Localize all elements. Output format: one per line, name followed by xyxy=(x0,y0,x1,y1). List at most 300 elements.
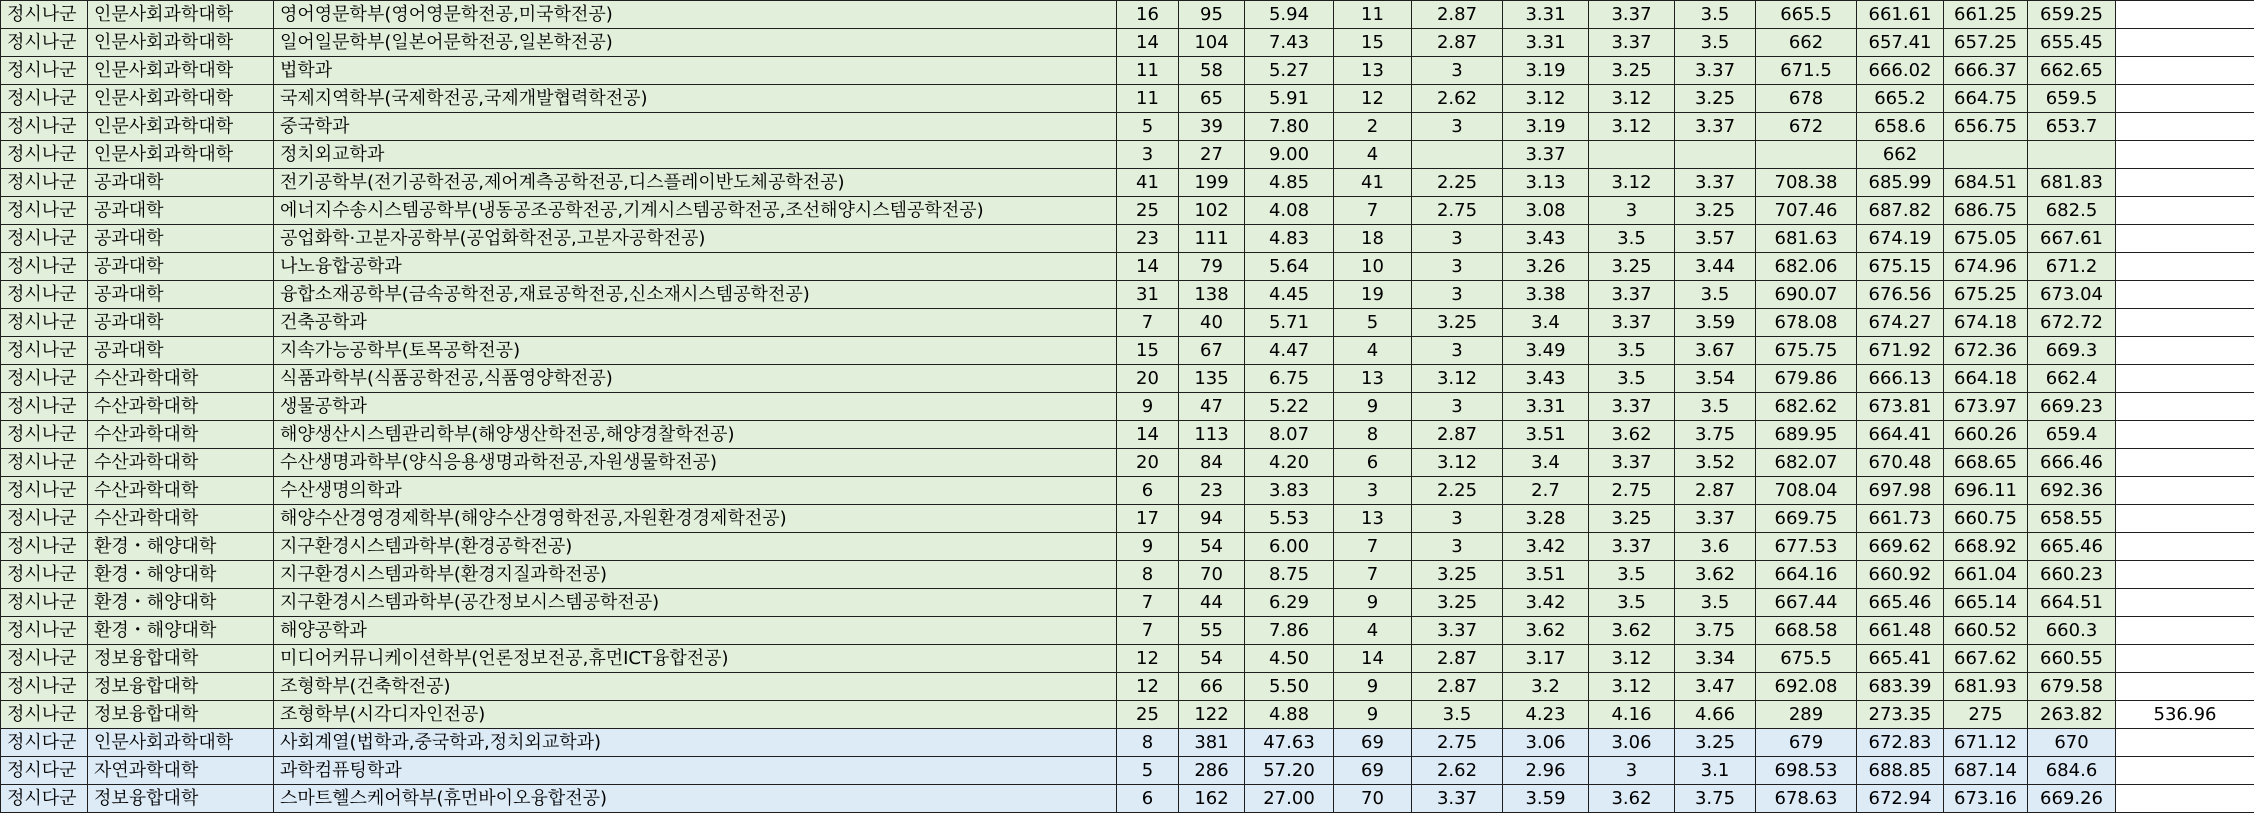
score-value-cell: 670 xyxy=(2028,729,2116,757)
grade-value-cell: 3.37 xyxy=(1675,505,1756,533)
grade-value-cell: 3.37 xyxy=(1589,309,1675,337)
table-row xyxy=(1,141,2254,169)
quota-cell: 3 xyxy=(1117,141,1179,169)
table-row xyxy=(1,533,2254,561)
score-value-cell: 679.58 xyxy=(2028,673,2116,701)
admission-group-cell: 정시나군 xyxy=(1,309,88,337)
grade-value-cell: 3 xyxy=(1412,225,1503,253)
score-value-cell: 686.75 xyxy=(1944,197,2028,225)
grade-value-cell: 3.5 xyxy=(1589,561,1675,589)
grade-value-cell: 3.59 xyxy=(1503,785,1589,813)
college-cell: 수산과학대학 xyxy=(88,421,274,449)
table-row xyxy=(1,253,2254,281)
college-cell: 공과대학 xyxy=(88,169,274,197)
score-value-cell: 661.25 xyxy=(1944,1,2028,29)
extra-score-cell xyxy=(2116,449,2254,477)
major-cell: 해양수산경영경제학부(해양수산경영학전공,자원환경경제학전공) xyxy=(274,505,1117,533)
grade-value-cell: 3.25 xyxy=(1412,589,1503,617)
table-row xyxy=(1,673,2254,701)
grade-value-cell: 3.54 xyxy=(1675,365,1756,393)
score-value-cell: 664.41 xyxy=(1857,421,1944,449)
waitlist-cell: 11 xyxy=(1334,1,1412,29)
extra-score-cell xyxy=(2116,225,2254,253)
score-value-cell xyxy=(1756,141,1857,169)
competition-rate-cell: 4.08 xyxy=(1245,197,1334,225)
major-cell: 수산생명의학과 xyxy=(274,477,1117,505)
waitlist-cell: 9 xyxy=(1334,589,1412,617)
college-cell: 자연과학대학 xyxy=(88,757,274,785)
admission-group-cell: 정시나군 xyxy=(1,561,88,589)
competition-rate-cell: 5.53 xyxy=(1245,505,1334,533)
admission-group-cell: 정시나군 xyxy=(1,85,88,113)
competition-rate-cell: 4.83 xyxy=(1245,225,1334,253)
grade-value-cell: 3.5 xyxy=(1589,589,1675,617)
grade-value-cell: 3.37 xyxy=(1589,281,1675,309)
score-value-cell: 665.41 xyxy=(1857,645,1944,673)
grade-value-cell: 3.12 xyxy=(1412,365,1503,393)
college-cell: 정보융합대학 xyxy=(88,701,274,729)
score-value-cell: 671.12 xyxy=(1944,729,2028,757)
college-cell: 환경・해양대학 xyxy=(88,589,274,617)
score-value-cell: 689.95 xyxy=(1756,421,1857,449)
applicants-cell: 66 xyxy=(1179,673,1245,701)
score-value-cell: 664.75 xyxy=(1944,85,2028,113)
score-value-cell: 657.41 xyxy=(1857,29,1944,57)
score-value-cell: 664.51 xyxy=(2028,589,2116,617)
score-value-cell: 677.53 xyxy=(1756,533,1857,561)
quota-cell: 16 xyxy=(1117,1,1179,29)
competition-rate-cell: 8.07 xyxy=(1245,421,1334,449)
admission-group-cell: 정시다군 xyxy=(1,757,88,785)
score-value-cell: 687.14 xyxy=(1944,757,2028,785)
grade-value-cell: 3.2 xyxy=(1503,673,1589,701)
college-cell: 환경・해양대학 xyxy=(88,533,274,561)
extra-score-cell xyxy=(2116,169,2254,197)
admission-group-cell: 정시나군 xyxy=(1,225,88,253)
score-value-cell: 667.44 xyxy=(1756,589,1857,617)
competition-rate-cell: 4.47 xyxy=(1245,337,1334,365)
quota-cell: 6 xyxy=(1117,785,1179,813)
score-value-cell: 678.63 xyxy=(1756,785,1857,813)
major-cell: 지구환경시스템과학부(환경지질과학전공) xyxy=(274,561,1117,589)
grade-value-cell: 3.62 xyxy=(1589,785,1675,813)
applicants-cell: 122 xyxy=(1179,701,1245,729)
table-row xyxy=(1,365,2254,393)
table-row xyxy=(1,197,2254,225)
score-value-cell: 666.02 xyxy=(1857,57,1944,85)
score-value-cell: 692.08 xyxy=(1756,673,1857,701)
competition-rate-cell: 57.20 xyxy=(1245,757,1334,785)
grade-value-cell: 3.17 xyxy=(1503,645,1589,673)
grade-value-cell: 3.12 xyxy=(1589,169,1675,197)
grade-value-cell: 3.42 xyxy=(1503,533,1589,561)
college-cell: 인문사회과학대학 xyxy=(88,29,274,57)
waitlist-cell: 12 xyxy=(1334,85,1412,113)
college-cell: 공과대학 xyxy=(88,253,274,281)
score-value-cell: 697.98 xyxy=(1857,477,1944,505)
competition-rate-cell: 27.00 xyxy=(1245,785,1334,813)
grade-value-cell: 2.62 xyxy=(1412,85,1503,113)
grade-value-cell: 3 xyxy=(1412,337,1503,365)
score-value-cell: 653.7 xyxy=(2028,113,2116,141)
waitlist-cell: 10 xyxy=(1334,253,1412,281)
major-cell: 국제지역학부(국제학전공,국제개발협력학전공) xyxy=(274,85,1117,113)
competition-rate-cell: 6.75 xyxy=(1245,365,1334,393)
competition-rate-cell: 5.91 xyxy=(1245,85,1334,113)
score-value-cell: 674.18 xyxy=(1944,309,2028,337)
extra-score-cell xyxy=(2116,757,2254,785)
grade-value-cell: 3.19 xyxy=(1503,57,1589,85)
college-cell: 수산과학대학 xyxy=(88,393,274,421)
waitlist-cell: 69 xyxy=(1334,757,1412,785)
score-value-cell: 666.13 xyxy=(1857,365,1944,393)
table-row xyxy=(1,169,2254,197)
major-cell: 과학컴퓨팅학과 xyxy=(274,757,1117,785)
waitlist-cell: 41 xyxy=(1334,169,1412,197)
score-value-cell: 672 xyxy=(1756,113,1857,141)
grade-value-cell: 4.23 xyxy=(1503,701,1589,729)
waitlist-cell: 3 xyxy=(1334,477,1412,505)
admission-group-cell: 정시나군 xyxy=(1,673,88,701)
grade-value-cell: 3.31 xyxy=(1503,1,1589,29)
competition-rate-cell: 4.88 xyxy=(1245,701,1334,729)
grade-value-cell: 3.42 xyxy=(1503,589,1589,617)
grade-value-cell: 3.12 xyxy=(1412,449,1503,477)
admission-group-cell: 정시나군 xyxy=(1,449,88,477)
extra-score-cell xyxy=(2116,673,2254,701)
quota-cell: 8 xyxy=(1117,729,1179,757)
score-value-cell xyxy=(2028,141,2116,169)
score-value-cell: 661.04 xyxy=(1944,561,2028,589)
waitlist-cell: 2 xyxy=(1334,113,1412,141)
score-value-cell: 675.75 xyxy=(1756,337,1857,365)
grade-value-cell: 3.06 xyxy=(1503,729,1589,757)
score-value-cell: 676.56 xyxy=(1857,281,1944,309)
applicants-cell: 138 xyxy=(1179,281,1245,309)
waitlist-cell: 4 xyxy=(1334,337,1412,365)
admission-group-cell: 정시나군 xyxy=(1,617,88,645)
score-value-cell: 675.25 xyxy=(1944,281,2028,309)
waitlist-cell: 70 xyxy=(1334,785,1412,813)
applicants-cell: 23 xyxy=(1179,477,1245,505)
major-cell: 전기공학부(전기공학전공,제어계측공학전공,디스플레이반도체공학전공) xyxy=(274,169,1117,197)
grade-value-cell: 3 xyxy=(1412,57,1503,85)
grade-value-cell: 3.12 xyxy=(1589,85,1675,113)
table-row xyxy=(1,57,2254,85)
admission-group-cell: 정시나군 xyxy=(1,365,88,393)
waitlist-cell: 7 xyxy=(1334,197,1412,225)
applicants-cell: 58 xyxy=(1179,57,1245,85)
competition-rate-cell: 8.75 xyxy=(1245,561,1334,589)
grade-value-cell: 3.37 xyxy=(1675,113,1756,141)
college-cell: 환경・해양대학 xyxy=(88,561,274,589)
major-cell: 생물공학과 xyxy=(274,393,1117,421)
grade-value-cell: 3.37 xyxy=(1412,785,1503,813)
grade-value-cell: 3.75 xyxy=(1675,421,1756,449)
major-cell: 사회계열(법학과,중국학과,정치외교학과) xyxy=(274,729,1117,757)
extra-score-cell xyxy=(2116,729,2254,757)
grade-value-cell: 3.25 xyxy=(1589,57,1675,85)
score-value-cell: 671.5 xyxy=(1756,57,1857,85)
applicants-cell: 84 xyxy=(1179,449,1245,477)
score-value-cell: 655.45 xyxy=(2028,29,2116,57)
major-cell: 지구환경시스템과학부(공간정보시스템공학전공) xyxy=(274,589,1117,617)
grade-value-cell: 3.12 xyxy=(1589,645,1675,673)
grade-value-cell: 4.66 xyxy=(1675,701,1756,729)
admission-group-cell: 정시나군 xyxy=(1,281,88,309)
score-value-cell: 675.05 xyxy=(1944,225,2028,253)
score-value-cell: 661.61 xyxy=(1857,1,1944,29)
grade-value-cell: 3.25 xyxy=(1412,561,1503,589)
table-row xyxy=(1,729,2254,757)
quota-cell: 11 xyxy=(1117,57,1179,85)
major-cell: 지구환경시스템과학부(환경공학전공) xyxy=(274,533,1117,561)
waitlist-cell: 14 xyxy=(1334,645,1412,673)
waitlist-cell: 6 xyxy=(1334,449,1412,477)
table-row xyxy=(1,561,2254,589)
quota-cell: 20 xyxy=(1117,449,1179,477)
score-value-cell: 678 xyxy=(1756,85,1857,113)
applicants-cell: 79 xyxy=(1179,253,1245,281)
grade-value-cell: 3 xyxy=(1412,393,1503,421)
score-value-cell: 669.75 xyxy=(1756,505,1857,533)
major-cell: 해양공학과 xyxy=(274,617,1117,645)
score-value-cell: 666.37 xyxy=(1944,57,2028,85)
college-cell: 수산과학대학 xyxy=(88,505,274,533)
admission-group-cell: 정시나군 xyxy=(1,169,88,197)
admission-group-cell: 정시나군 xyxy=(1,141,88,169)
score-value-cell: 668.92 xyxy=(1944,533,2028,561)
grade-value-cell: 3.5 xyxy=(1589,365,1675,393)
grade-value-cell: 3.4 xyxy=(1503,449,1589,477)
grade-value-cell: 3.5 xyxy=(1412,701,1503,729)
major-cell: 공업화학·고분자공학부(공업화학전공,고분자공학전공) xyxy=(274,225,1117,253)
score-value-cell: 681.83 xyxy=(2028,169,2116,197)
competition-rate-cell: 6.29 xyxy=(1245,589,1334,617)
table-row xyxy=(1,85,2254,113)
table-row xyxy=(1,113,2254,141)
score-value-cell: 659.5 xyxy=(2028,85,2116,113)
quota-cell: 25 xyxy=(1117,701,1179,729)
extra-score-cell xyxy=(2116,589,2254,617)
score-value-cell: 673.04 xyxy=(2028,281,2116,309)
applicants-cell: 39 xyxy=(1179,113,1245,141)
grade-value-cell: 3.37 xyxy=(1589,29,1675,57)
college-cell: 인문사회과학대학 xyxy=(88,57,274,85)
grade-value-cell: 3.44 xyxy=(1675,253,1756,281)
grade-value-cell: 3.5 xyxy=(1675,589,1756,617)
score-value-cell: 658.6 xyxy=(1857,113,1944,141)
score-value-cell: 674.96 xyxy=(1944,253,2028,281)
college-cell: 공과대학 xyxy=(88,309,274,337)
grade-value-cell: 3.57 xyxy=(1675,225,1756,253)
score-value-cell: 275 xyxy=(1944,701,2028,729)
grade-value-cell: 2.87 xyxy=(1412,645,1503,673)
grade-value-cell: 2.87 xyxy=(1412,421,1503,449)
table-row xyxy=(1,225,2254,253)
quota-cell: 9 xyxy=(1117,393,1179,421)
grade-value-cell xyxy=(1589,141,1675,169)
table-row xyxy=(1,449,2254,477)
college-cell: 공과대학 xyxy=(88,225,274,253)
competition-rate-cell: 4.20 xyxy=(1245,449,1334,477)
extra-score-cell xyxy=(2116,29,2254,57)
applicants-cell: 286 xyxy=(1179,757,1245,785)
extra-score-cell xyxy=(2116,337,2254,365)
score-value-cell: 685.99 xyxy=(1857,169,1944,197)
table-row xyxy=(1,785,2254,813)
table-row xyxy=(1,421,2254,449)
score-value-cell: 658.55 xyxy=(2028,505,2116,533)
score-value-cell: 665.46 xyxy=(2028,533,2116,561)
college-cell: 인문사회과학대학 xyxy=(88,85,274,113)
college-cell: 수산과학대학 xyxy=(88,365,274,393)
quota-cell: 41 xyxy=(1117,169,1179,197)
waitlist-cell: 13 xyxy=(1334,505,1412,533)
score-value-cell: 688.85 xyxy=(1857,757,1944,785)
grade-value-cell: 3.25 xyxy=(1675,729,1756,757)
college-cell: 공과대학 xyxy=(88,197,274,225)
grade-value-cell: 2.87 xyxy=(1675,477,1756,505)
table-row xyxy=(1,29,2254,57)
grade-value-cell xyxy=(1675,141,1756,169)
extra-score-cell xyxy=(2116,1,2254,29)
grade-value-cell: 3.75 xyxy=(1675,617,1756,645)
score-value-cell: 668.65 xyxy=(1944,449,2028,477)
admission-group-cell: 정시나군 xyxy=(1,113,88,141)
competition-rate-cell: 7.43 xyxy=(1245,29,1334,57)
grade-value-cell: 3.67 xyxy=(1675,337,1756,365)
grade-value-cell: 3.12 xyxy=(1589,673,1675,701)
college-cell: 환경・해양대학 xyxy=(88,617,274,645)
score-value-cell: 708.04 xyxy=(1756,477,1857,505)
extra-score-cell xyxy=(2116,645,2254,673)
grade-value-cell: 3.62 xyxy=(1589,421,1675,449)
applicants-cell: 381 xyxy=(1179,729,1245,757)
extra-score-cell xyxy=(2116,561,2254,589)
waitlist-cell: 7 xyxy=(1334,533,1412,561)
score-value-cell: 672.36 xyxy=(1944,337,2028,365)
score-value-cell: 669.3 xyxy=(2028,337,2116,365)
grade-value-cell: 3.59 xyxy=(1675,309,1756,337)
grade-value-cell: 3.51 xyxy=(1503,421,1589,449)
applicants-cell: 104 xyxy=(1179,29,1245,57)
grade-value-cell: 3.31 xyxy=(1503,29,1589,57)
extra-score-cell xyxy=(2116,309,2254,337)
competition-rate-cell: 5.27 xyxy=(1245,57,1334,85)
major-cell: 지속가능공학부(토목공학전공) xyxy=(274,337,1117,365)
extra-score-cell xyxy=(2116,393,2254,421)
applicants-cell: 40 xyxy=(1179,309,1245,337)
admission-group-cell: 정시다군 xyxy=(1,785,88,813)
competition-rate-cell: 5.71 xyxy=(1245,309,1334,337)
grade-value-cell: 3.37 xyxy=(1589,393,1675,421)
grade-value-cell: 3.13 xyxy=(1503,169,1589,197)
grade-value-cell: 3.37 xyxy=(1589,449,1675,477)
applicants-cell: 70 xyxy=(1179,561,1245,589)
college-cell: 공과대학 xyxy=(88,281,274,309)
grade-value-cell: 3 xyxy=(1412,113,1503,141)
waitlist-cell: 13 xyxy=(1334,365,1412,393)
quota-cell: 15 xyxy=(1117,337,1179,365)
score-value-cell: 675.15 xyxy=(1857,253,1944,281)
table-row xyxy=(1,309,2254,337)
grade-value-cell: 3.37 xyxy=(1675,57,1756,85)
major-cell: 에너지수송시스템공학부(냉동공조공학전공,기계시스템공학전공,조선해양시스템공학전공) xyxy=(274,197,1117,225)
applicants-cell: 102 xyxy=(1179,197,1245,225)
waitlist-cell: 18 xyxy=(1334,225,1412,253)
grade-value-cell: 3.43 xyxy=(1503,225,1589,253)
applicants-cell: 111 xyxy=(1179,225,1245,253)
major-cell: 융합소재공학부(금속공학전공,재료공학전공,신소재시스템공학전공) xyxy=(274,281,1117,309)
table-row xyxy=(1,757,2254,785)
applicants-cell: 47 xyxy=(1179,393,1245,421)
score-value-cell: 681.63 xyxy=(1756,225,1857,253)
extra-score-cell xyxy=(2116,281,2254,309)
score-value-cell: 660.26 xyxy=(1944,421,2028,449)
score-value-cell: 660.3 xyxy=(2028,617,2116,645)
competition-rate-cell: 4.85 xyxy=(1245,169,1334,197)
applicants-cell: 44 xyxy=(1179,589,1245,617)
score-value-cell: 707.46 xyxy=(1756,197,1857,225)
quota-cell: 7 xyxy=(1117,617,1179,645)
admission-group-cell: 정시나군 xyxy=(1,421,88,449)
major-cell: 식품과학부(식품공학전공,식품영양학전공) xyxy=(274,365,1117,393)
extra-score-cell xyxy=(2116,505,2254,533)
score-value-cell: 659.4 xyxy=(2028,421,2116,449)
grade-value-cell: 3.19 xyxy=(1503,113,1589,141)
grade-value-cell: 3.5 xyxy=(1675,29,1756,57)
admission-group-cell: 정시나군 xyxy=(1,533,88,561)
applicants-cell: 27 xyxy=(1179,141,1245,169)
grade-value-cell: 4.16 xyxy=(1589,701,1675,729)
grade-value-cell: 3.25 xyxy=(1412,309,1503,337)
score-value-cell: 682.06 xyxy=(1756,253,1857,281)
admission-group-cell: 정시다군 xyxy=(1,729,88,757)
waitlist-cell: 19 xyxy=(1334,281,1412,309)
score-value-cell: 696.11 xyxy=(1944,477,2028,505)
score-value-cell: 674.27 xyxy=(1857,309,1944,337)
waitlist-cell: 7 xyxy=(1334,561,1412,589)
admission-group-cell: 정시나군 xyxy=(1,29,88,57)
quota-cell: 6 xyxy=(1117,477,1179,505)
quota-cell: 8 xyxy=(1117,561,1179,589)
grade-value-cell: 3.37 xyxy=(1503,141,1589,169)
score-value-cell: 660.75 xyxy=(1944,505,2028,533)
score-value-cell: 683.39 xyxy=(1857,673,1944,701)
score-value-cell: 662 xyxy=(1756,29,1857,57)
score-value-cell: 662.4 xyxy=(2028,365,2116,393)
waitlist-cell: 9 xyxy=(1334,673,1412,701)
waitlist-cell: 9 xyxy=(1334,393,1412,421)
grade-value-cell: 3.1 xyxy=(1675,757,1756,785)
grade-value-cell: 3.12 xyxy=(1503,85,1589,113)
score-value-cell: 679.86 xyxy=(1756,365,1857,393)
competition-rate-cell: 6.00 xyxy=(1245,533,1334,561)
table-row xyxy=(1,701,2254,729)
score-value-cell: 665.14 xyxy=(1944,589,2028,617)
score-value-cell: 675.5 xyxy=(1756,645,1857,673)
extra-score-cell xyxy=(2116,533,2254,561)
grade-value-cell: 3.25 xyxy=(1675,85,1756,113)
score-value-cell: 660.23 xyxy=(2028,561,2116,589)
competition-rate-cell: 7.86 xyxy=(1245,617,1334,645)
major-cell: 중국학과 xyxy=(274,113,1117,141)
grade-value-cell: 3 xyxy=(1412,533,1503,561)
competition-rate-cell: 47.63 xyxy=(1245,729,1334,757)
extra-score-cell xyxy=(2116,253,2254,281)
applicants-cell: 199 xyxy=(1179,169,1245,197)
